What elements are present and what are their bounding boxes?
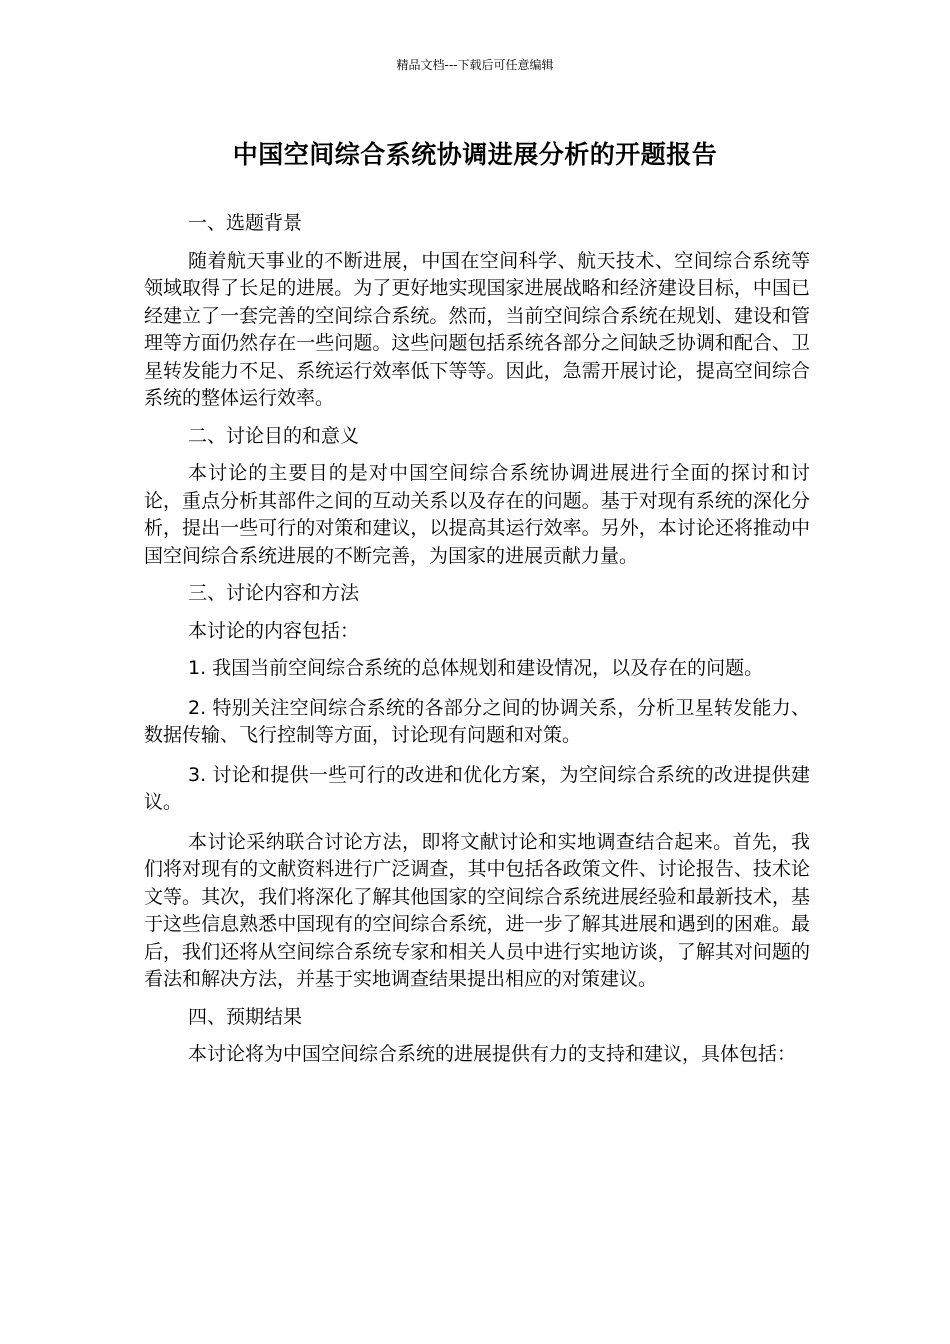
paragraph-method: 本讨论采纳联合讨论方法，即将文献讨论和实地调查结合起来。首先，我们将对现有的文献资料进行广泛调查，其中包括各政策文件、讨论报告、技术论文等。其次，我们将深化了解其他国家的空间综合系统进展经验和最新技术，基于这些信息熟悉中国现有的空间综合系统，进一步了解其进展和遇到的困难。最后，我们还将从空间综合系统专家和相关人员中进行实地访谈，了解其对问题的看法和解决方法，并基于实地调查结果提出相应的对策建议。 <box>144 830 810 990</box>
document-body <box>144 210 810 1079</box>
paragraph-purpose: 本讨论的主要目的是对中国空间综合系统协调进展进行全面的探讨和讨论，重点分析其部件之间的互动关系以及存在的问题。基于对现有系统的深化分析，提出一些可行的对策和建议，以提高其运行效率。另外，本讨论还将推动中国空间综合系统进展的不断完善，为国家的进展贡献力量。 <box>144 462 810 567</box>
section-heading-purpose: 二、讨论目的和意义 <box>188 424 360 447</box>
content-list-item-1: 1. 我国当前空间综合系统的总体规划和建设情况，以及存在的问题。 <box>188 657 764 679</box>
section-heading-content-method: 三、讨论内容和方法 <box>188 582 360 604</box>
paragraph-background: 随着航天事业的不断进展，中国在空间科学、航天技术、空间综合系统等领域取得了长足的进展。为了更好地实现国家进展战略和经济建设目标，中国已经建立了一套完善的空间综合系统。然而，当前空间综合系统在规划、建设和管理等方面仍然存在一些问题。这些问题包括系统各部分之间缺乏协调和配合、卫星转发能力不足、系统运行效率低下等等。因此，急需开展讨论，提高空间综合系统的整体运行效率。 <box>144 249 810 409</box>
paragraph-content-intro: 本讨论的内容包括： <box>188 619 360 642</box>
content-list-item-2: 2. 特别关注空间综合系统的各部分之间的协调关系，分析卫星转发能力、数据传输、飞行控制等方面，讨论现有问题和对策。 <box>144 696 810 746</box>
document-title: 中国空间综合系统协调进展分析的开题报告 <box>232 140 718 169</box>
section-heading-background: 一、选题背景 <box>188 212 303 234</box>
content-list-item-3: 3. 讨论和提供一些可行的改进和优化方案，为空间综合系统的改进提供建议。 <box>144 763 810 813</box>
section-heading-expected-results: 四、预期结果 <box>188 1005 303 1028</box>
paragraph-expected-results: 本讨论将为中国空间综合系统的进展提供有力的支持和建议，具体包括： <box>188 1043 797 1065</box>
header-note: 精品文档---下载后可任意编辑 <box>396 58 554 72</box>
